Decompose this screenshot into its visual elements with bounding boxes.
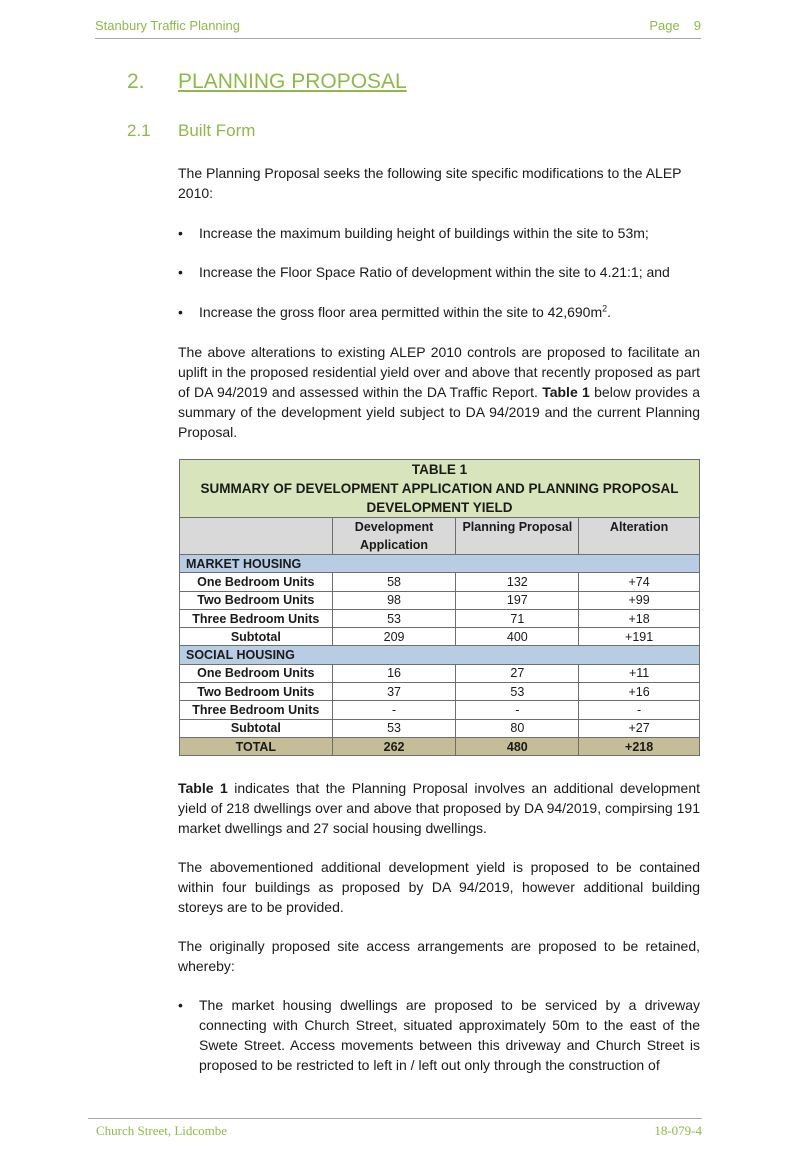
- row-label: Subtotal: [180, 628, 333, 646]
- table-row: [180, 628, 700, 646]
- market-housing-heading: MARKET HOUSING: [180, 555, 700, 573]
- page-header: [95, 18, 701, 39]
- table-row: [180, 719, 700, 737]
- table-cell: +218: [579, 737, 700, 755]
- section-title: PLANNING PROPOSAL: [178, 70, 407, 93]
- footer-divider: [88, 1118, 702, 1119]
- table-cell: 53: [332, 719, 456, 737]
- table-row: [180, 591, 700, 609]
- list-item-text: Increase the Floor Space Ratio of development within the site to 4.21:1; and: [199, 264, 670, 280]
- table-cell: +99: [579, 591, 700, 609]
- bullet-icon: •: [178, 304, 183, 320]
- header-company: Stanbury Traffic Planning: [95, 18, 241, 33]
- section-number: 2.: [127, 70, 145, 93]
- table-cell: 197: [456, 591, 579, 609]
- table-row: [180, 609, 700, 627]
- list-item: [178, 995, 700, 1075]
- header-page-label: Page: [649, 18, 680, 33]
- table-cell: 400: [456, 628, 579, 646]
- subsection-title: Built Form: [178, 121, 256, 140]
- list-item-text-main: Increase the gross floor area permitted within the site to 42,690m: [199, 304, 603, 320]
- table-cell: 71: [456, 609, 579, 627]
- list-item: [178, 302, 700, 322]
- table-cell: -: [579, 701, 700, 719]
- area-superscript: 2: [602, 303, 608, 314]
- table-cell: 53: [456, 683, 579, 701]
- header-page: [649, 18, 701, 33]
- table-row: [180, 701, 700, 719]
- table-cell: 80: [456, 719, 579, 737]
- table-header-row: [180, 518, 700, 555]
- table-cell: 262: [332, 737, 456, 755]
- table-reference: Table 1: [542, 384, 590, 400]
- area-suffix: .: [607, 304, 612, 320]
- total-row: [180, 737, 700, 755]
- table-row: [180, 664, 700, 682]
- table-cell: 58: [332, 573, 456, 591]
- table-cell: +27: [579, 719, 700, 737]
- table-cell: +191: [579, 628, 700, 646]
- column-header: Development Application: [332, 518, 456, 555]
- para1-text-before: The above alterations to existing ALEP 2010 controls are proposed to facilitate an uplift in the proposed residential yield over and above that recently proposed as part of DA 94/2019 and assessed within the DA Traffic Report.: [178, 344, 700, 400]
- access-paragraph: The originally proposed site access arrangements are proposed to be retained, whereby:: [178, 938, 700, 974]
- table-title: [180, 460, 700, 518]
- row-label: One Bedroom Units: [180, 573, 333, 591]
- table-summary-paragraph: [178, 778, 700, 838]
- footer-location: Church Street, Lidcombe: [96, 1123, 228, 1138]
- social-housing-heading: SOCIAL HOUSING: [180, 646, 700, 664]
- table-cell: 27: [456, 664, 579, 682]
- header-page-number: 9: [693, 18, 701, 33]
- table-cell: 209: [332, 628, 456, 646]
- table-cell: +16: [579, 683, 700, 701]
- table-cell: 53: [332, 609, 456, 627]
- table-title-row: [180, 460, 700, 518]
- bullet-icon: •: [178, 264, 183, 280]
- list-item: [178, 262, 700, 282]
- buildings-paragraph: The abovementioned additional development yield is proposed to be contained within four buildings as proposed by DA 94/2019, however additional building storeys are to be provided.: [178, 859, 700, 915]
- table-cell: -: [332, 701, 456, 719]
- column-header: Planning Proposal: [456, 518, 579, 555]
- table-cell: +11: [579, 664, 700, 682]
- table-cell: 16: [332, 664, 456, 682]
- bullet-icon: •: [178, 225, 183, 241]
- table-cell: 37: [332, 683, 456, 701]
- table-cell: 98: [332, 591, 456, 609]
- table-title-line-1: TABLE 1: [411, 462, 468, 477]
- list-item-text: The market housing dwellings are proposed to be serviced by a driveway connecting with Church Street, situated approximately 50m to the east of the Swete Street. Access movements between this driveway and Church Street is proposed to be restricted to left in / left out only through the construction of: [199, 997, 700, 1073]
- bullet-icon: •: [178, 997, 183, 1013]
- table-row: [180, 683, 700, 701]
- list-item-text: Increase the maximum building height of buildings within the site to 53m;: [199, 225, 649, 241]
- table-cell: +74: [579, 573, 700, 591]
- table-cell: 132: [456, 573, 579, 591]
- footer-reference: 18-079-4: [654, 1123, 702, 1138]
- list-item: [178, 223, 700, 243]
- alterations-paragraph: [178, 342, 700, 442]
- row-label: Three Bedroom Units: [180, 701, 333, 719]
- table-cell: 480: [456, 737, 579, 755]
- para2-text: indicates that the Planning Proposal involves an additional development yield of 218 dwellings over and above that proposed by DA 94/2019, compirsing 191 market dwellings and 27 social housing dwellings.: [178, 780, 701, 836]
- row-label: Two Bedroom Units: [180, 591, 333, 609]
- market-housing-heading-row: [180, 555, 700, 573]
- row-label: Subtotal: [180, 719, 333, 737]
- social-housing-heading-row: [180, 646, 700, 664]
- row-label: One Bedroom Units: [180, 664, 333, 682]
- para1-text-after: below provides a summary of the development yield subject to DA 94/2019 and the current Planning Proposal.: [178, 384, 701, 440]
- table-reference: Table 1: [178, 780, 228, 796]
- column-header: Alteration: [579, 518, 700, 555]
- list-item-text: [199, 302, 700, 322]
- row-label: TOTAL: [180, 737, 333, 755]
- table-cell: +18: [579, 609, 700, 627]
- intro-paragraph: The Planning Proposal seeks the following site specific modifications to the ALEP 2010:: [178, 165, 682, 201]
- row-label: Two Bedroom Units: [180, 683, 333, 701]
- yield-table: [179, 459, 700, 756]
- table-cell: -: [456, 701, 579, 719]
- row-label: Three Bedroom Units: [180, 609, 333, 627]
- section-heading: [127, 70, 407, 94]
- subsection-heading: [127, 121, 255, 141]
- subsection-number: 2.1: [127, 121, 151, 140]
- table-title-line-2: SUMMARY OF DEVELOPMENT APPLICATION AND PLANNING PROPOSAL: [200, 481, 679, 496]
- table-row: [180, 573, 700, 591]
- table-title-line-3: DEVELOPMENT YIELD: [366, 500, 513, 515]
- column-header: [180, 518, 333, 555]
